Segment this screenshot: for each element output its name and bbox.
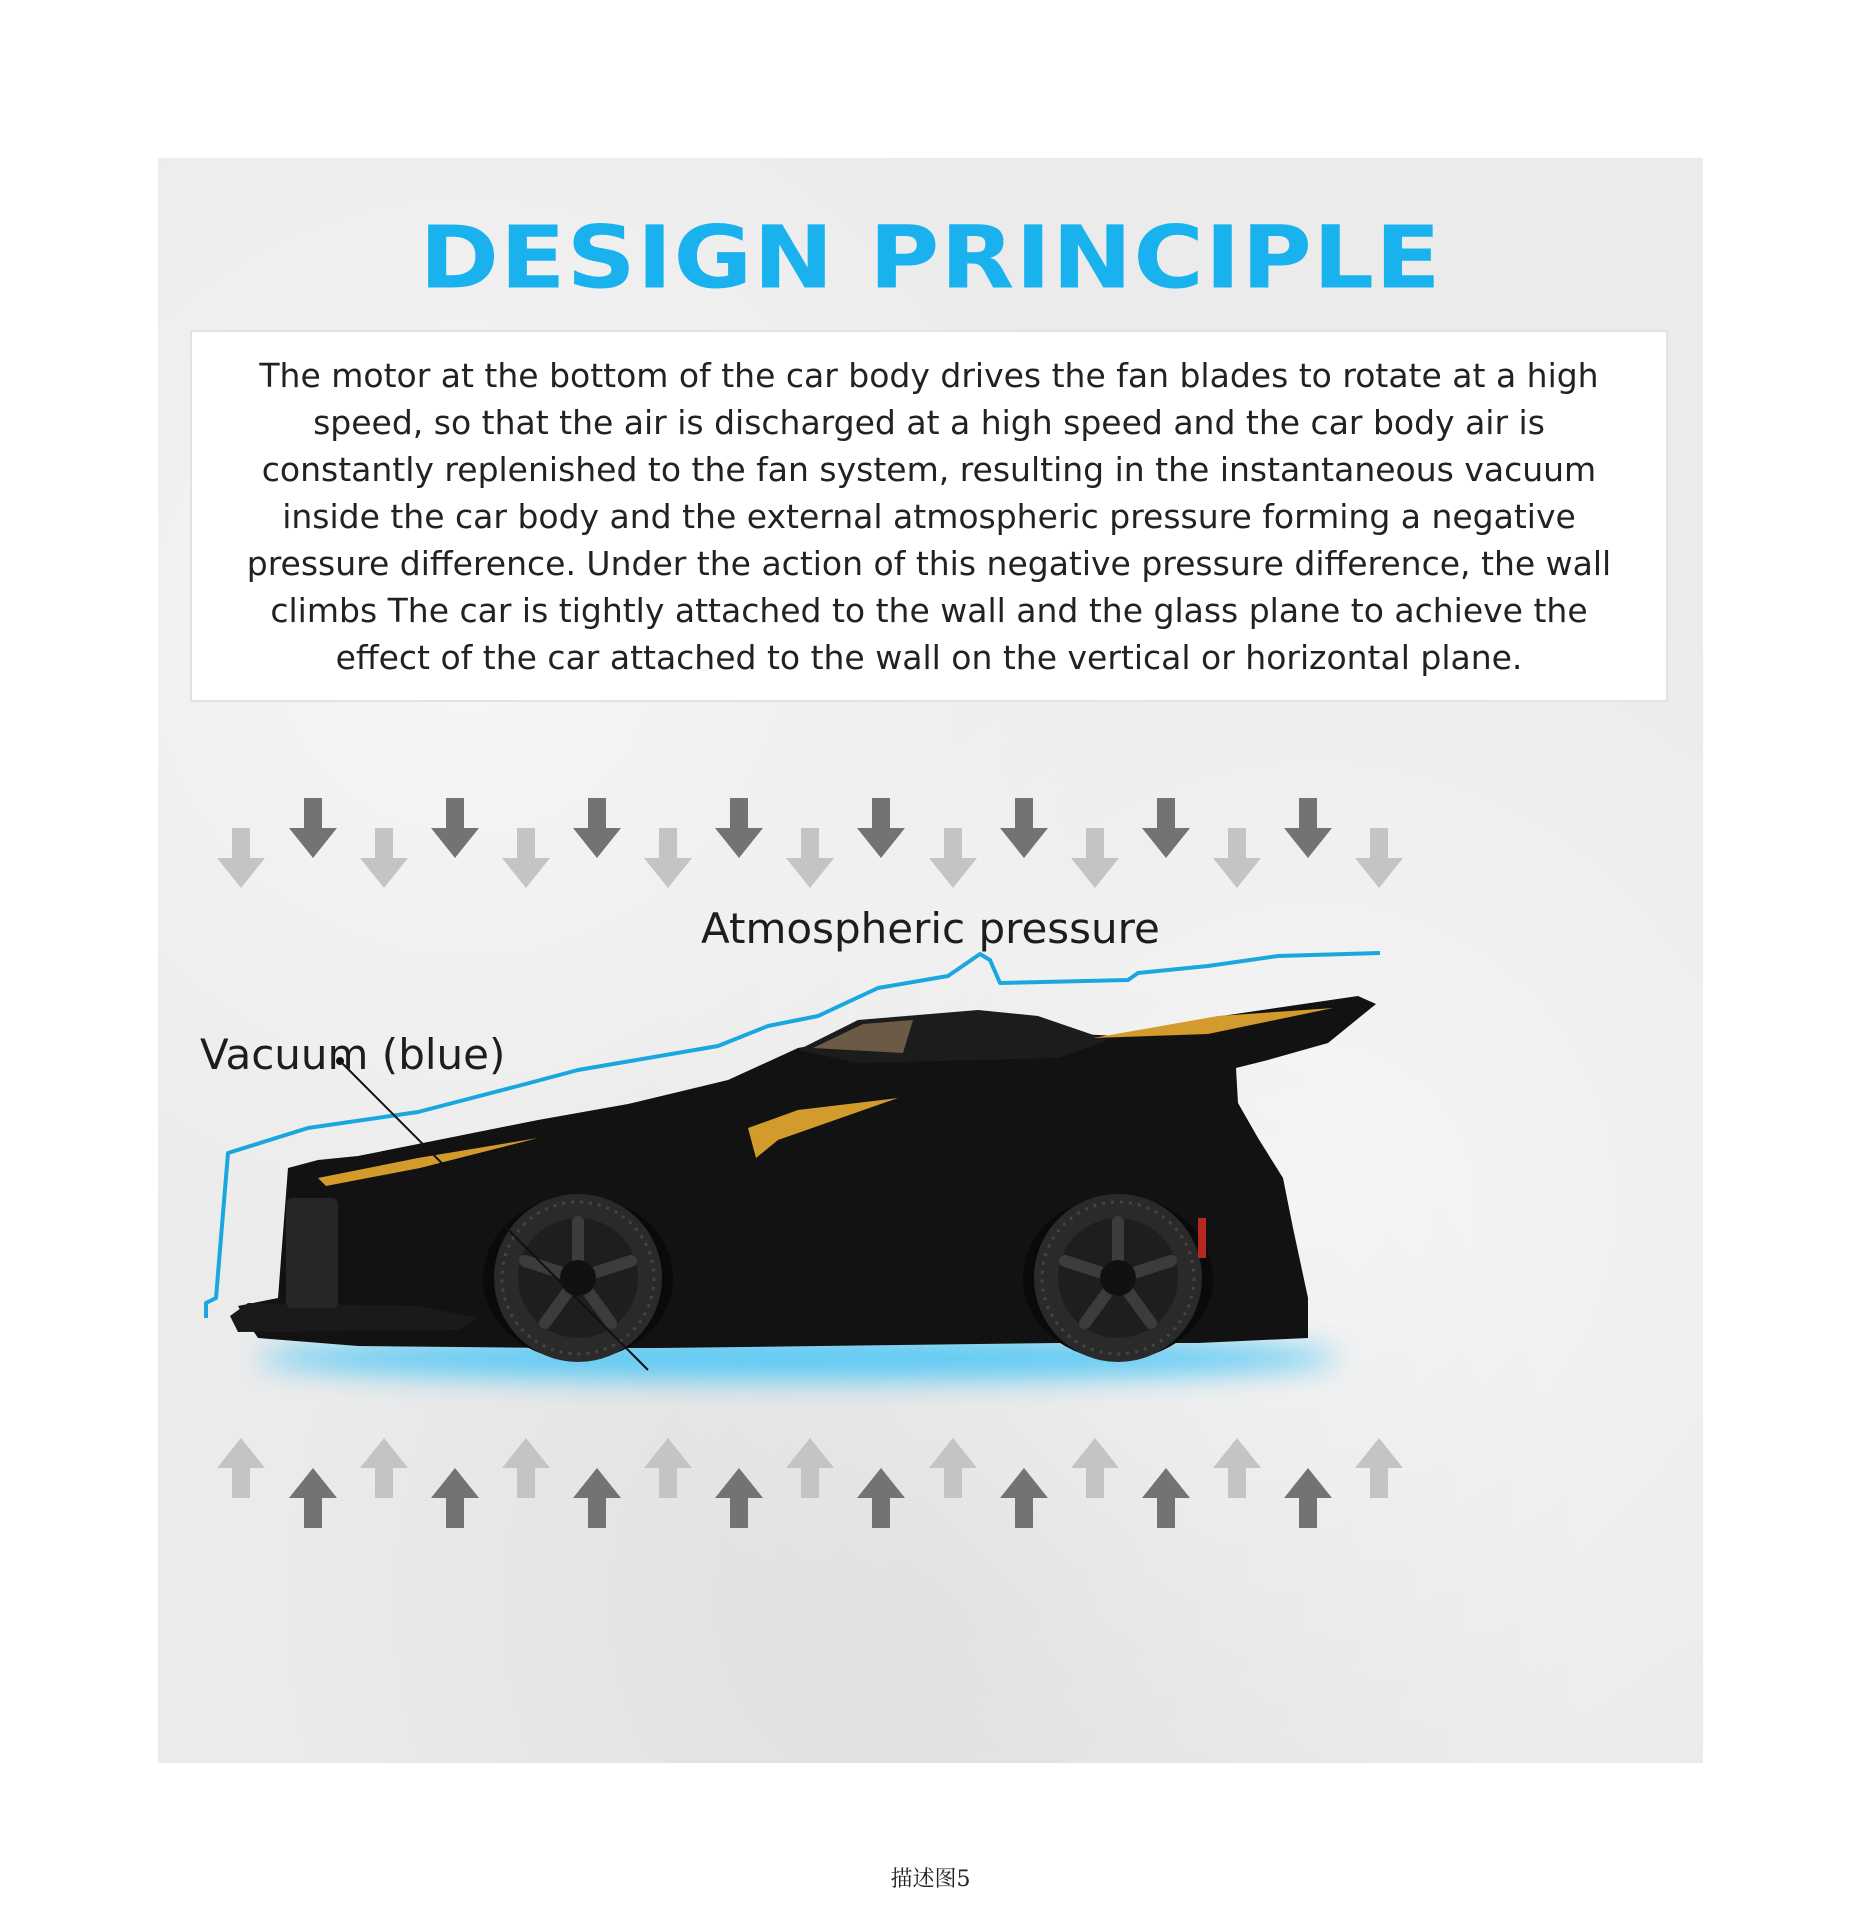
- arrow-down-icon: [929, 828, 977, 888]
- arrow-down-icon: [573, 798, 621, 858]
- atmospheric-pressure-label: Atmospheric pressure: [701, 904, 1160, 953]
- arrow-up-icon: [360, 1438, 408, 1498]
- design-principle-poster: [158, 158, 1703, 1763]
- arrow-up-icon: [786, 1438, 834, 1498]
- arrow-down-icon: [1071, 828, 1119, 888]
- arrow-down-icon: [1284, 798, 1332, 858]
- car-interior: [1198, 1218, 1206, 1258]
- image-caption: 描述图5: [890, 1867, 971, 1892]
- arrow-up-icon: [1000, 1468, 1048, 1528]
- arrow-down-icon: [217, 828, 265, 888]
- description-text: The motor at the bottom of the car body drives the fan blades to rotate at a high speed, so that the air is discharged at a high speed and the car body air is constantly replenished to the fan system, resulting in the instantaneous vacuum inside the car body and the external atmospheric pressure forming a negative pressure difference. Under the action of this negative pressure difference, the wall climbs The car is tightly attached to the wall and the glass plane to achieve the effect of the car attached to the wall on the vertical or horizontal plane.: [246, 355, 1612, 677]
- arrow-down-icon: [857, 798, 905, 858]
- arrow-up-icon: [1142, 1468, 1190, 1528]
- arrow-down-icon: [289, 798, 337, 858]
- arrow-up-icon: [1071, 1438, 1119, 1498]
- arrow-down-icon: [502, 828, 550, 888]
- arrow-up-icon: [289, 1468, 337, 1528]
- car-grille: [286, 1198, 338, 1308]
- up-arrows-light: [217, 1438, 1403, 1498]
- rear-wheel: [1034, 1194, 1202, 1362]
- arrow-up-icon: [1284, 1468, 1332, 1528]
- arrow-up-icon: [644, 1438, 692, 1498]
- front-wheel: [494, 1194, 662, 1362]
- arrow-up-icon: [857, 1468, 905, 1528]
- down-arrows-light: [217, 828, 1403, 888]
- arrow-up-icon: [1355, 1438, 1403, 1498]
- arrow-down-icon: [360, 828, 408, 888]
- arrow-down-icon: [715, 798, 763, 858]
- arrow-down-icon: [1000, 798, 1048, 858]
- arrow-up-icon: [502, 1438, 550, 1498]
- vacuum-label: Vacuum (blue): [200, 1030, 506, 1079]
- arrow-up-icon: [929, 1438, 977, 1498]
- arrow-down-icon: [786, 828, 834, 888]
- arrow-up-icon: [431, 1468, 479, 1528]
- arrow-up-icon: [573, 1468, 621, 1528]
- description-box: [190, 330, 1668, 702]
- poster-title: DESIGN PRINCIPLE: [419, 207, 1442, 309]
- arrow-down-icon: [1142, 798, 1190, 858]
- arrow-up-icon: [217, 1438, 265, 1498]
- arrow-down-icon: [1213, 828, 1261, 888]
- arrow-up-icon: [1213, 1438, 1261, 1498]
- arrow-down-icon: [644, 828, 692, 888]
- arrow-up-icon: [715, 1468, 763, 1528]
- arrow-down-icon: [1355, 828, 1403, 888]
- arrow-down-icon: [431, 798, 479, 858]
